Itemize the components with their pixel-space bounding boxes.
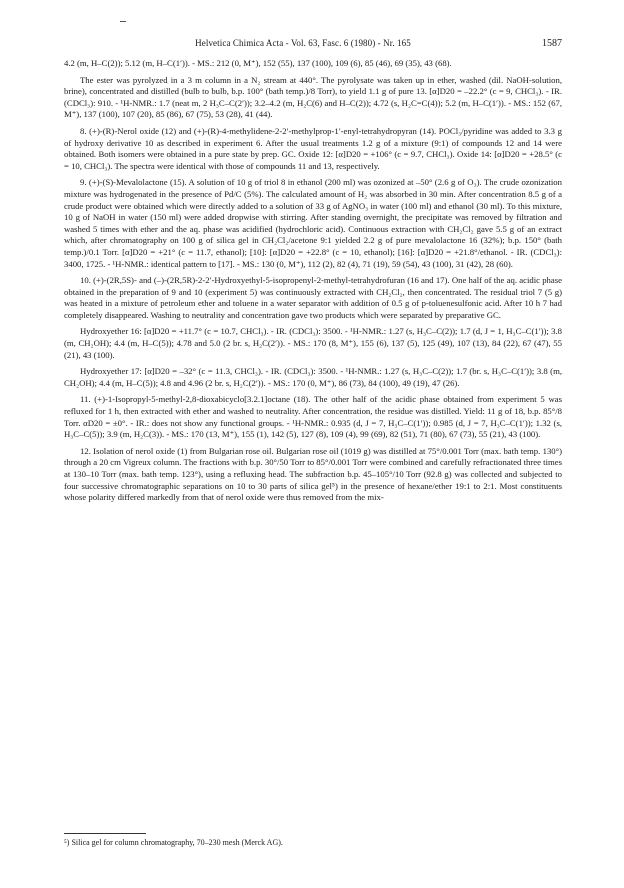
paragraph-ester-pyrolysis: The ester was pyrolyzed in a 3 m column in a N₂ stream at 440°. The pyrolysate was taken up in ether, washed (dil. NaOH-solution, brine), concentrated and distilled (bulb to bulb, b.p. 100° (bath temp.)/8 Torr), to yield 1.1 g of pure 13. [α]D20 = –22.2° (c = 9, CHCl₃). - IR. (CDCl₃): 910. - ¹H-NMR.: 1.7 (neat m, 2 H₃C–C(2′)); 3.2–4.2 (m, H₂C(6) and H–C(2)); 4.72 (s, H₂C=C(4)); 5.2 (m, H–C(1′)). - MS.: 152 (67, M⁺), 137 (100), 107 (20), 85 (86), 67 (75), 53 (28), 41 (44). xyxy=(64,74,562,120)
paragraph-hydroxyether-17: Hydroxyether 17: [α]D20 = –32° (c = 11.3, CHCl₃). - IR. (CDCl₃): 3500. - ¹H-NMR.: 1.27 (s, H₃C–C(2)); 1.7 (br. s, H₃C–C(1′)); 3.8 (m, CH₂OH); 4.4 (m, H–C(5)); 4.8 and 4.96 (2 br. s, H₂C(2′)). - MS.: 170 (0, M⁺), 86 (73), 84 (100), 49 (19), 47 (26). xyxy=(64,366,562,388)
paragraph-experiment-12: 12. Isolation of nerol oxide (1) from Bulgarian rose oil. Bulgarian rose oil (1019 g) was distilled at 75°/0.001 Torr (max. bath temp. 130°) through a 20 cm Vigreux column. The fractions with b.p. 30°/50 Torr to 85°/0.001 Torr were combined and carefully refractionated three times at 130–10 Torr (max. bath temp. 123°), using a refluxing head. The subfraction b.p. 45–105°/10 Torr (92.8 g) was collected and subjected to four successive chromatographic separations on 10 to 30 parts of silica gel⁵) in the presence of hexane/ether 19:1 to 2:1. Most constituents whose polarity differed markedly from that of nerol oxide were thus removed from the mix- xyxy=(64,445,562,503)
footnote: ⁵) Silica gel for column chromatography, 70–230 mesh (Merck AG). xyxy=(64,838,283,847)
paragraph-experiment-11: 11. (+)-1-Isopropyl-5-methyl-2,8-dioxabicyclo[3.2.1]octane (18). The other half of the acidic phase obtained from experiment 5 was refluxed for 1 h, then extracted with ether and washed to neutrality. After concentration, the residue was distilled. Yield: 11 g of 18, b.p. 85°/8 Torr. αD20 = ±0°. - IR.: does not show any functional groups. - ¹H-NMR.: 0.935 (d, J = 7, H₃C–C(1′)); 0.985 (d, J = 7, H₃C–C(1′)); 1.32 (s, H₃C–C(5)); 3.9 (m, H₂C(3)). - MS.: 170 (13, M⁺), 155 (1), 142 (5), 127 (8), 109 (4), 99 (69), 82 (51), 71 (80), 67 (73), 55 (21), 43 (100). xyxy=(64,394,562,440)
page-mark xyxy=(120,21,126,22)
paragraph-experiment-10: 10. (+)-(2R,5S)- and (–)-(2R,5R)-2-2′-Hydroxyethyl-5-isopropenyl-2-methyl-tetrahydrofuran (16 and 17). One half of the aq. acidic phase obtained in the preparation of 9 and 10 (experiment 5) was continuously extracted with CH₂Cl₂, then concentrated. The residual triol 7 (5 g) was heated in a mixture of petroleum ether and toluene in a water separator with addition of 0.5 g of p-toluenesulfonic acid. After 10 h 7 had completely disappeared. Washing to neutrality and concentration gave two products which were separated by preparative GC. xyxy=(64,275,562,320)
article-body xyxy=(64,58,562,509)
page-number: 1587 xyxy=(542,38,562,49)
running-title: Helvetica Chimica Acta - Vol. 63, Fasc. 6 (1980) - Nr. 165 xyxy=(195,38,411,48)
running-header xyxy=(64,38,562,49)
paragraph-nmr-continued: 4.2 (m, H–C(2)); 5.12 (m, H–C(1′)). - MS.: 212 (0, M⁺), 152 (55), 137 (100), 109 (6), 85 (46), 69 (35), 43 (68). xyxy=(64,58,452,68)
paragraph-hydroxyether-16: Hydroxyether 16: [α]D20 = +11.7° (c = 10.7, CHCl₃). - IR. (CDCl₃): 3500. - ¹H-NMR.: 1.27 (s, H₃C–C(2)); 1.7 (d, J = 1, H₃C–C(1′)); 3.8 (m, CH₂OH); 4.4 (m, H–C(5)); 4.78 and 5.0 (2 br. s, H₂C(2′)). - MS.: 170 (8, M⁺), 155 (6), 137 (5), 125 (49), 107 (13), 84 (22), 67 (47), 55 (21), 43 (100). xyxy=(64,326,562,360)
paragraph-experiment-8: 8. (+)-(R)-Nerol oxide (12) and (+)-(R)-4-methylidene-2-2′-methylprop-1′-enyl-tetrahydropyran (14). POCl₃/pyridine was added to 3.3 g of hydroxy derivative 10 as described in experiment 6. After the usual treatments 1.2 g of a mixture (9:1) of compounds 12 and 14 were obtained. Both isomers were obtained in a pure state by prep. GC. Oxide 12: [α]D20 = +106° (c = 9.7, CHCl₃). Oxide 14: [α]D20 = +28.5° (c = 10, CHCl₃). The spectra were identical with those of compounds 11 and 13, respectively. xyxy=(64,125,562,171)
paragraph-experiment-9: 9. (+)-(S)-Mevalolactone (15). A solution of 10 g of triol 8 in ethanol (200 ml) was ozonized at –50° (2.6 g of O₃). The crude ozonization mixture was hydrogenated in the presence of Pd/C (5%). The calculated amount of H₂ was absorbed in 30 min. After concentration 8.5 g of a crude product were obtained which were directly added to a solution of 33 g of AgNO₃ in water (100 ml) and ethanol (30 ml). To this mixture, 10 g of NaOH in water (150 ml) were added dropwise with stirring. After standing overnight, the precipitate was removed by filtration and washed 5 times with ether and the aq. phase was acidified (hydrochloric acid). Continuous extraction with CH₂Cl₂ gave 5.5 g of an extract which, after chromatography on 100 g of silica gel in CH₂Cl₂/acetone 9:1 yielded 2.2 g of pure mevalolactone 16 (32%); b.p. 150° (bath temp.)/0.1 Torr. [α]D20 = +21° (c = 11.7, ethanol); [10]: [α]D20 = +22.8° (c = 10, ethanol); [16]: [α]D20 = +21.8°/ethanol. - IR. (CDCl₃): 3400, 1725. - ¹H-NMR.: identical pattern to [17]. - MS.: 130 (0, M⁺), 112 (2), 82 (4), 71 (19), 59 (54), 43 (100), 31 (42), 28 (60). xyxy=(64,177,562,269)
footnote-rule xyxy=(64,833,146,834)
